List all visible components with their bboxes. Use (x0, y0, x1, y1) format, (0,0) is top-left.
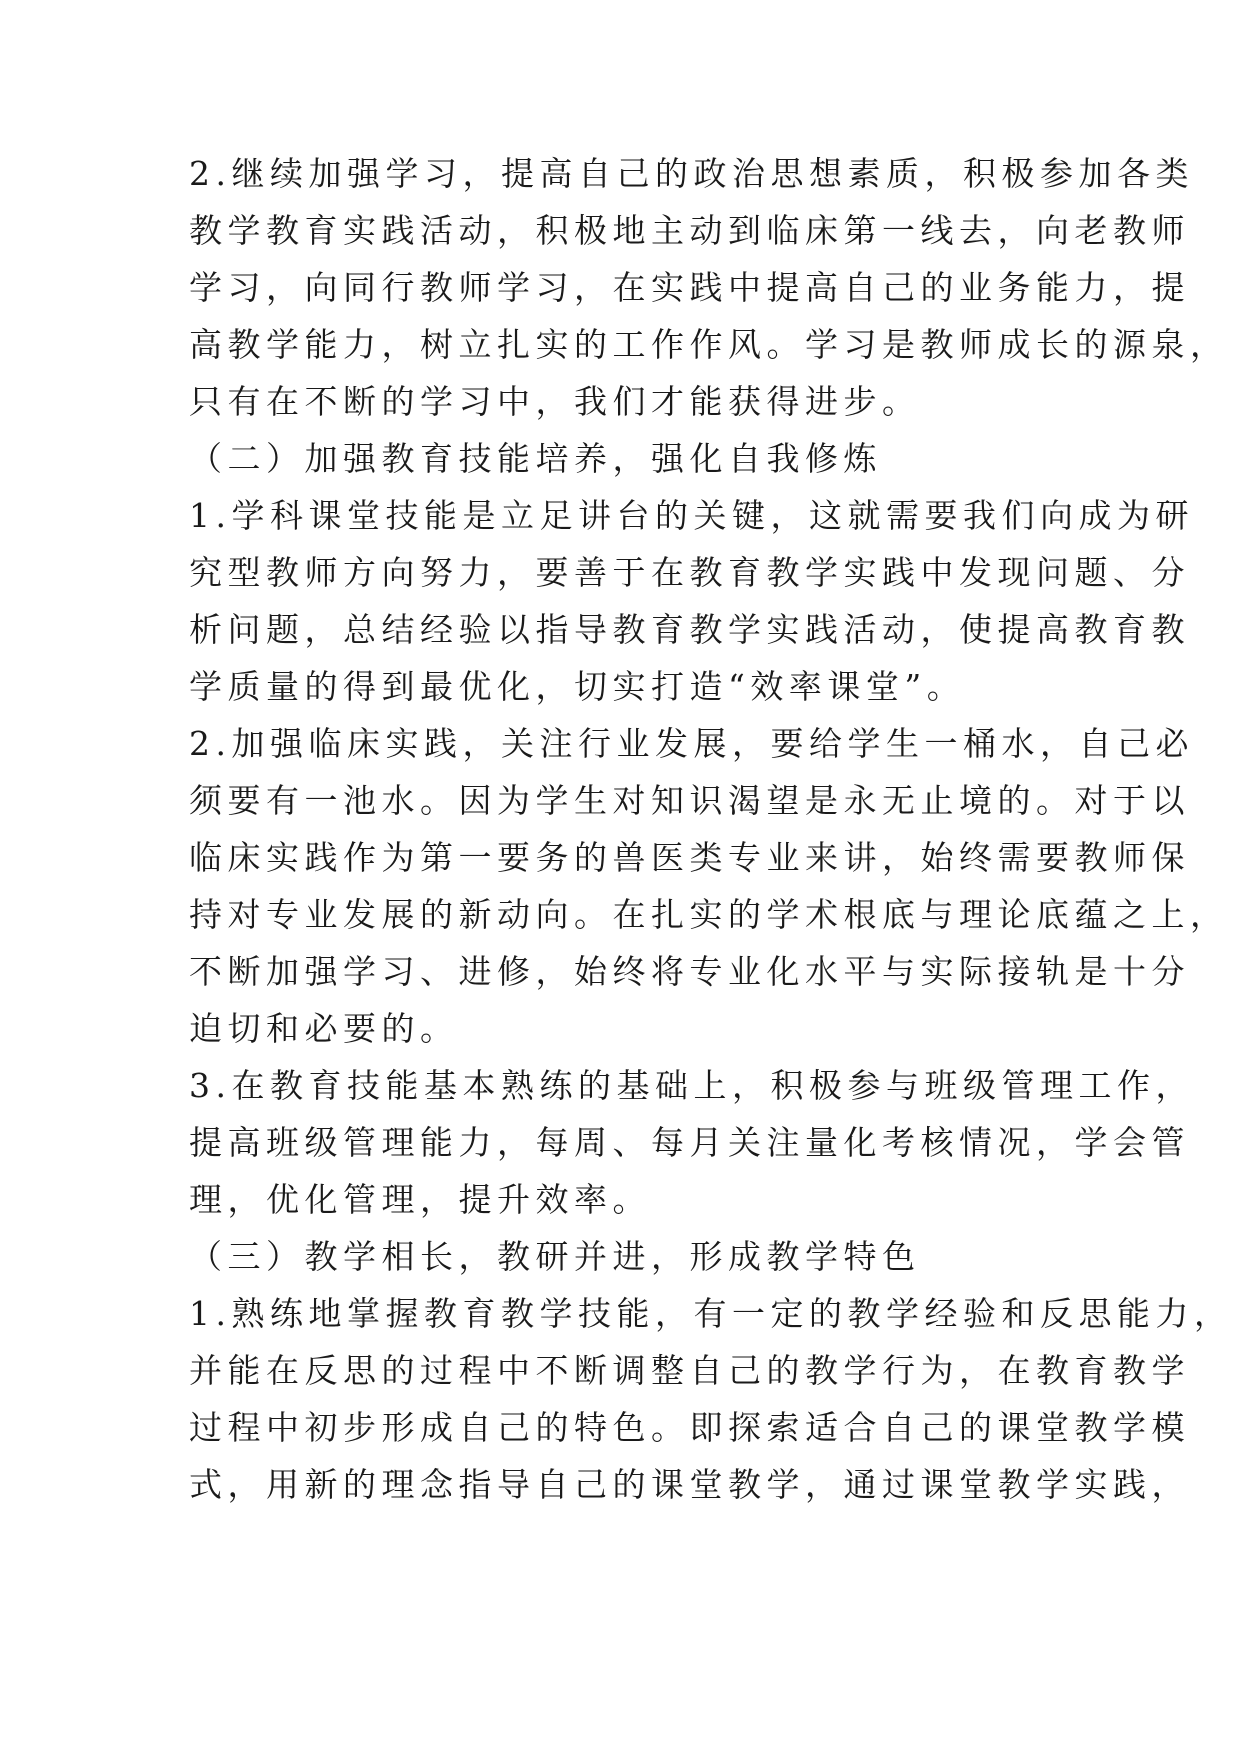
text-line: 1.学科课堂技能是立足讲台的关键，这就需要我们向成为研 (189, 496, 1194, 535)
section-heading: （二）加强教育技能培养，强化自我修炼 (189, 439, 882, 478)
text-line: 提高班级管理能力，每周、每月关注量化考核情况，学会管 (189, 1123, 1190, 1162)
text-line: 只有在不断的学习中，我们才能获得进步。 (189, 382, 921, 421)
text-line: 不断加强学习、进修，始终将专业化水平与实际接轨是十分 (189, 952, 1190, 991)
text-line: 学质量的得到最优化，切实打造“效率课堂”。 (189, 667, 966, 706)
text-line: 式，用新的理念指导自己的课堂教学，通过课堂教学实践， (189, 1465, 1190, 1504)
text-line: 究型教师方向努力，要善于在教育教学实践中发现问题、分 (189, 553, 1190, 592)
text-line: 临床实践作为第一要务的兽医类专业来讲，始终需要教师保 (189, 838, 1190, 877)
text-line: 过程中初步形成自己的特色。即探索适合自己的课堂教学模 (189, 1408, 1190, 1447)
text-line: 理，优化管理，提升效率。 (189, 1180, 651, 1219)
text-line: 1.熟练地掌握教育教学技能，有一定的教学经验和反思能力， (189, 1294, 1233, 1333)
text-line: 教学教育实践活动，积极地主动到临床第一线去，向老教师 (189, 211, 1190, 250)
text-line: 2.继续加强学习，提高自己的政治思想素质，积极参加各类 (189, 154, 1194, 193)
text-line: 3.在教育技能基本熟练的基础上，积极参与班级管理工作， (189, 1066, 1194, 1105)
text-line: 持对专业发展的新动向。在扎实的学术根底与理论底蕴之上， (189, 895, 1229, 934)
text-line: 学习，向同行教师学习，在实践中提高自己的业务能力，提 (189, 268, 1190, 307)
text-line: 2.加强临床实践，关注行业发展，要给学生一桶水，自己必 (189, 724, 1194, 763)
text-line: 迫切和必要的。 (189, 1009, 459, 1048)
text-line: 并能在反思的过程中不断调整自己的教学行为，在教育教学 (189, 1351, 1190, 1390)
section-heading: （三）教学相长，教研并进，形成教学特色 (189, 1237, 921, 1276)
text-line: 须要有一池水。因为学生对知识渴望是永无止境的。对于以 (189, 781, 1190, 820)
text-line: 析问题，总结经验以指导教育教学实践活动，使提高教育教 (189, 610, 1190, 649)
text-line: 高教学能力，树立扎实的工作作风。学习是教师成长的源泉， (189, 325, 1229, 364)
